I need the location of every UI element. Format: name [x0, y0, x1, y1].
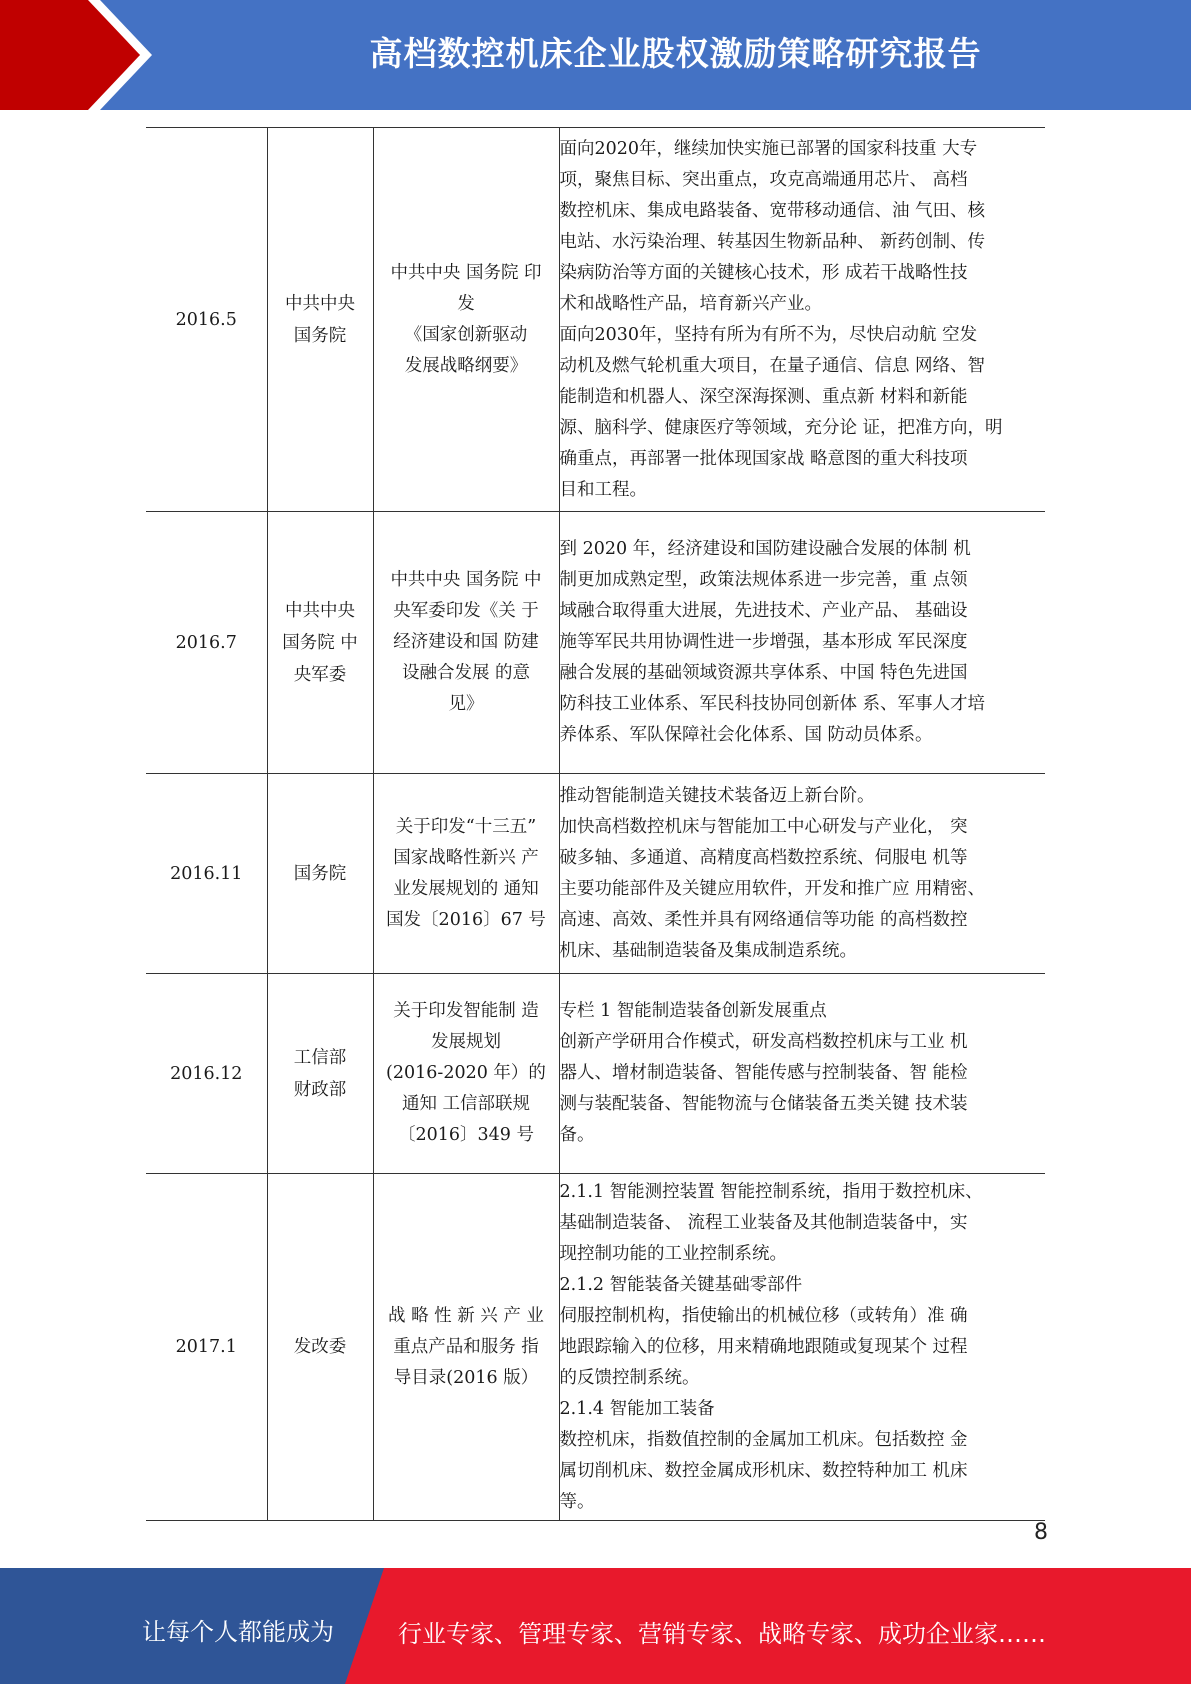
table-row — [146, 512, 1045, 774]
cell-document-line: 经济建设和国 防建 — [393, 632, 539, 652]
cell-date: 2016.7 — [146, 512, 267, 774]
cell-issuer-line: 国务院 — [293, 863, 347, 884]
table-row — [146, 974, 1045, 1174]
cell-date: 2016.5 — [146, 128, 267, 512]
cell-content-line: 染病防治等方面的关键核心技术，形 成若干战略性技 — [559, 262, 968, 283]
cell-document — [373, 512, 559, 774]
cell-content-line: 主要功能部件及关键应用软件，开发和推广应 用精密、 — [559, 878, 986, 899]
cell-content-line: 确重点，再部署一批体现国家战 略意图的重大科技项 — [559, 448, 968, 469]
cell-content-line: 推动智能制造关键技术装备迈上新台阶。 — [559, 785, 875, 806]
cell-issuer-line: 发改委 — [293, 1337, 347, 1357]
cell-content-line: 数控机床，指数值控制的金属加工机床。包括数控 金 — [559, 1429, 968, 1450]
cell-document-line: (2016-2020 年）的 — [386, 1063, 546, 1083]
cell-content — [559, 974, 1045, 1174]
cell-content-line: 术和战略性产品，培育新兴产业。 — [559, 293, 822, 314]
page-header — [0, 0, 1191, 110]
cell-content-line: 测与装配装备、智能物流与仓储装备五类关键 技术装 — [559, 1094, 968, 1114]
cell-document-line: 〔2016〕349 号 — [397, 1125, 534, 1145]
cell-document-line: 发展战略纲要》 — [404, 355, 528, 376]
cell-content-line: 到 2020 年，经济建设和国防建设融合发展的体制 机 — [559, 539, 971, 559]
page-footer — [0, 1568, 1191, 1684]
cell-document-line: 业发展规划的 通知 — [393, 878, 539, 899]
cell-document — [373, 974, 559, 1174]
report-title: 高档数控机床企业股权激励策略研究报告 — [369, 34, 982, 73]
cell-issuer — [267, 774, 373, 974]
cell-content-line: 机床、基础制造装备及集成制造系统。 — [559, 940, 857, 961]
cell-document-line: 导目录(2016 版） — [393, 1367, 539, 1388]
cell-document-line: 《国家创新驱动 — [404, 324, 528, 345]
cell-content-line: 基础制造装备、 流程工业装备及其他制造装备中，实 — [559, 1212, 968, 1233]
cell-content-line: 2.1.4 智能加工装备 — [559, 1398, 715, 1419]
table-row — [146, 1174, 1045, 1521]
cell-content-line: 等。 — [559, 1491, 595, 1512]
cell-document-line: 发 — [457, 293, 475, 314]
cell-content-line: 的反馈控制系统。 — [559, 1367, 700, 1388]
cell-content-line: 数控机床、集成电路装备、宽带移动通信、油 气田、核 — [559, 200, 986, 221]
cell-content-line: 专栏 1 智能制造装备创新发展重点 — [559, 1001, 827, 1021]
cell-issuer-line: 财政部 — [293, 1079, 347, 1100]
policy-table — [146, 127, 1045, 1521]
cell-content-line: 现控制功能的工业控制系统。 — [559, 1243, 787, 1264]
cell-document-line: 设融合发展 的意 — [401, 663, 531, 683]
cell-content-line: 高速、高效、柔性并具有网络通信等功能 的高档数控 — [559, 909, 968, 930]
cell-content-line: 能制造和机器人、深空深海探测、重点新 材料和新能 — [559, 386, 968, 407]
cell-issuer — [267, 974, 373, 1174]
cell-document — [373, 128, 559, 512]
cell-document-line: 关于印发智能制 造 — [393, 1001, 539, 1021]
cell-issuer-line: 国务院 中 — [282, 632, 358, 653]
cell-issuer-line: 央军委 — [293, 664, 347, 685]
cell-document — [373, 774, 559, 974]
cell-content-line: 制更加成熟定型，政策法规体系进一步完善，重 点领 — [559, 570, 968, 590]
cell-content-line: 动机及燃气轮机重大项目，在量子通信、信息 网络、智 — [559, 355, 986, 376]
cell-content-line: 器人、增材制造装备、智能传感与控制装备、智 能检 — [559, 1063, 968, 1083]
cell-document-line: 中共中央 国务院 中 — [390, 570, 542, 590]
cell-document-line: 通知 工信部联规 — [401, 1094, 531, 1114]
cell-document-line: 央军委印发《关 于 — [393, 601, 539, 621]
cell-content-line: 防科技工业体系、军民科技协同创新体 系、军事人才培 — [559, 694, 986, 714]
cell-content-line: 面向2030年，坚持有所为有所不为，尽快启动航 空发 — [559, 324, 978, 345]
cell-issuer — [267, 1174, 373, 1521]
table-row — [146, 774, 1045, 974]
footer-slogan-right: 行业专家、管理专家、营销专家、战略专家、成功企业家…… — [398, 1620, 1046, 1648]
cell-issuer-line: 国务院 — [293, 325, 347, 346]
chevron-logo-icon — [0, 0, 155, 110]
cell-document-line: 国家战略性新兴 产 — [393, 847, 539, 868]
cell-content — [559, 128, 1045, 512]
cell-content-line: 加快高档数控机床与智能加工中心研发与产业化， 突 — [559, 816, 968, 837]
cell-date: 2017.1 — [146, 1174, 267, 1521]
cell-content-line: 源、脑科学、健康医疗等领域，充分论 证，把准方向，明 — [559, 417, 1003, 438]
cell-content-line: 目和工程。 — [559, 479, 647, 500]
cell-content-line: 施等军民共用协调性进一步增强，基本形成 军民深度 — [559, 632, 968, 652]
cell-content-line: 电站、水污染治理、转基因生物新品种、 新药创制、传 — [559, 231, 986, 252]
footer-slogan-left: 让每个人都能成为 — [142, 1618, 334, 1646]
cell-content-line: 2.1.1 智能测控装置 智能控制系统，指用于数控机床、 — [559, 1181, 983, 1202]
cell-content-line: 地跟踪输入的位移，用来精确地跟随或复现某个 过程 — [559, 1336, 968, 1357]
cell-content — [559, 1174, 1045, 1521]
page-number: 8 — [1034, 1520, 1048, 1545]
cell-document-line: 发展规划 — [431, 1032, 501, 1052]
cell-content-line: 养体系、军队保障社会化体系、国 防动员体系。 — [559, 725, 933, 745]
cell-content — [559, 512, 1045, 774]
cell-document-line: 战 略 性 新 兴 产 业 — [388, 1305, 544, 1326]
cell-content-line: 伺服控制机构，指使输出的机械位移（或转角）准 确 — [559, 1305, 968, 1326]
cell-document-line: 重点产品和服务 指 — [393, 1336, 539, 1357]
cell-content-line: 融合发展的基础领域资源共享体系、中国 特色先进国 — [559, 663, 968, 683]
cell-content-line: 创新产学研用合作模式，研发高档数控机床与工业 机 — [559, 1032, 968, 1052]
cell-content-line: 2.1.2 智能装备关键基础零部件 — [559, 1274, 803, 1295]
cell-content-line: 项，聚焦目标、突出重点，攻克高端通用芯片、 高档 — [559, 169, 968, 190]
cell-content-line: 属切削机床、数控金属成形机床、数控特种加工 机床 — [559, 1460, 968, 1481]
cell-content-line: 破多轴、多通道、高精度高档数控系统、伺服电 机等 — [559, 847, 968, 868]
cell-document-line: 国发〔2016〕67 号 — [386, 909, 546, 930]
cell-issuer-line: 中共中央 — [285, 600, 355, 621]
cell-date: 2016.12 — [146, 974, 267, 1174]
cell-content-line: 备。 — [559, 1125, 595, 1145]
cell-document-line: 关于印发“十三五” — [395, 816, 537, 837]
cell-issuer — [267, 512, 373, 774]
cell-document-line: 见》 — [448, 694, 484, 714]
cell-issuer-line: 工信部 — [293, 1047, 347, 1068]
cell-content-line: 面向2020年，继续加快实施已部署的国家科技重 大专 — [559, 138, 978, 159]
cell-issuer — [267, 128, 373, 512]
cell-content — [559, 774, 1045, 974]
cell-document-line: 中共中央 国务院 印 — [390, 262, 542, 283]
cell-document — [373, 1174, 559, 1521]
cell-issuer-line: 中共中央 — [285, 293, 355, 314]
table-row — [146, 128, 1045, 512]
cell-content-line: 域融合取得重大进展，先进技术、产业产品、 基础设 — [559, 601, 968, 621]
cell-date: 2016.11 — [146, 774, 267, 974]
